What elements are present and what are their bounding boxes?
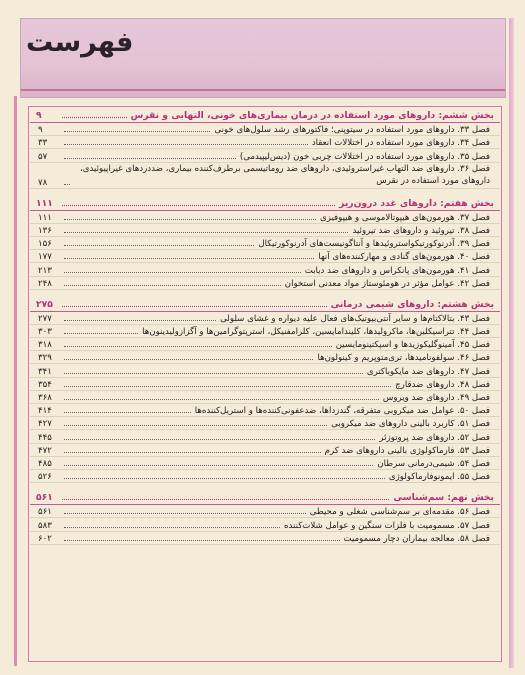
section-title: بخش نهم: سم‌شناسی bbox=[393, 492, 494, 504]
toc-entry[interactable] bbox=[30, 505, 500, 518]
chapter-title: فصل ۵۸. معالجه بیماران دچار مسمومیت bbox=[343, 533, 490, 544]
toc-entry[interactable] bbox=[30, 263, 500, 276]
chapter-title: فصل ۴۴. تتراسیکلین‌ها، ماکرولیدها، کلیندامایسین، کلرامفنیکل، استرپتوگرامین‌ها و آگزازولیدینون‌ها bbox=[142, 327, 490, 338]
chapter-page-number: ۴۸۵ bbox=[38, 458, 52, 469]
leader-dots bbox=[64, 359, 313, 360]
toc-entry[interactable] bbox=[30, 338, 500, 351]
left-decorative-rule bbox=[14, 96, 17, 666]
table-of-contents bbox=[30, 108, 500, 552]
chapter-page-number: ۳۵۴ bbox=[38, 379, 52, 390]
chapter-title: فصل ۵۱. کاربرد بالینی داروهای ضد میکروبی bbox=[331, 419, 490, 430]
chapter-title: فصل ۴۲. عوامل مؤثر در هومئوستاز مواد معدنی استخوان bbox=[284, 278, 490, 289]
leader-dots bbox=[62, 499, 389, 500]
leader-dots bbox=[64, 540, 340, 541]
leader-dots bbox=[62, 117, 127, 118]
chapter-title: فصل ۴۷. داروهای ضد مایکوباکتری bbox=[366, 366, 490, 377]
chapter-title: فصل ۴۹. داروهای ضد ویروس bbox=[382, 393, 490, 403]
page-title: فهرست bbox=[26, 27, 134, 58]
leader-dots bbox=[64, 272, 301, 273]
chapter-page-number: ۴۲۷ bbox=[38, 419, 52, 430]
leader-dots bbox=[64, 333, 138, 334]
toc-entry[interactable] bbox=[30, 325, 500, 338]
toc-entry[interactable] bbox=[30, 404, 500, 417]
toc-entry[interactable] bbox=[30, 417, 500, 430]
chapter-title: فصل ۳۳. داروهای مورد استفاده در سیتوپنی؛ فاکتورهای رشد سلول‌های خونی bbox=[214, 125, 490, 136]
chapter-page-number: ۳۰۳ bbox=[38, 327, 52, 338]
header-underline bbox=[21, 89, 505, 91]
leader-dots bbox=[64, 439, 375, 440]
chapter-page-number: ۵۸۳ bbox=[38, 520, 52, 531]
chapter-page-number: ۴۴۵ bbox=[38, 432, 52, 443]
chapter-page-number: ۱۵۶ bbox=[38, 239, 52, 250]
chapter-title: فصل ۵۳. فارماکولوژی بالینی داروهای ضد کرم bbox=[324, 445, 490, 456]
chapter-page-number: ۳۲۹ bbox=[38, 353, 52, 364]
chapter-page-number: ۳۴۱ bbox=[38, 366, 52, 377]
chapter-title: فصل ۳۴. داروهای مورد استفاده در اختلالات انعقاد bbox=[311, 138, 490, 149]
toc-entry[interactable] bbox=[30, 444, 500, 457]
section-page-number: ۱۱۱ bbox=[36, 197, 53, 209]
chapter-title: فصل ۳۹. آدرنوکورتیکواستروئیدها و آنتاگونیست‌های آدرنوکورتیکال bbox=[258, 239, 490, 250]
chapter-page-number: ۲۴۸ bbox=[38, 278, 52, 289]
leader-dots bbox=[64, 412, 191, 413]
chapter-title: فصل ۳۷. هورمون‌های هیپوتالاموسی و هیپوفیزی bbox=[319, 212, 490, 223]
toc-entry[interactable] bbox=[30, 250, 500, 263]
chapter-page-number: ۶۰۲ bbox=[38, 533, 52, 544]
leader-dots bbox=[64, 219, 316, 220]
chapter-page-number: ۱۱۱ bbox=[38, 212, 52, 223]
leader-dots bbox=[64, 158, 236, 159]
leader-dots bbox=[64, 452, 321, 453]
toc-entry[interactable] bbox=[30, 391, 500, 404]
section-heading[interactable] bbox=[30, 108, 500, 123]
section-page-number: ۲۷۵ bbox=[36, 298, 53, 310]
leader-dots bbox=[64, 320, 216, 321]
toc-entry[interactable] bbox=[30, 457, 500, 470]
chapter-page-number: ۱۷۷ bbox=[38, 252, 52, 263]
leader-dots bbox=[62, 205, 335, 206]
leader-dots bbox=[64, 513, 306, 514]
toc-entry[interactable] bbox=[30, 364, 500, 377]
section-heading[interactable] bbox=[30, 297, 500, 312]
toc-entry[interactable] bbox=[30, 136, 500, 149]
section-heading[interactable] bbox=[30, 490, 500, 505]
toc-entry[interactable] bbox=[30, 532, 500, 545]
chapter-page-number: ۲۷۷ bbox=[38, 313, 52, 324]
toc-entry[interactable] bbox=[30, 312, 500, 325]
toc-entry[interactable] bbox=[30, 430, 500, 443]
section-title: بخش هفتم: داروهای غدد درون‌ریز bbox=[339, 197, 494, 209]
section-title: بخش ششم: داروهای مورد استفاده در درمان بیماری‌های خونی، التهابی و نقرس bbox=[130, 110, 494, 121]
chapter-title: فصل ۴۸. داروهای ضدقارچ bbox=[395, 379, 490, 390]
leader-dots bbox=[64, 386, 391, 387]
chapter-title: فصل ۵۰. عوامل ضد میکروبی متفرقه، گندزداها، ضدعفونی‌کننده‌ها و استریل‌کننده‌ها bbox=[194, 406, 490, 417]
leader-dots bbox=[64, 232, 348, 233]
toc-entry[interactable] bbox=[30, 163, 500, 189]
chapter-title: فصل ۴۱. هورمون‌های پانکراس و داروهای ضد دیابت bbox=[304, 265, 490, 276]
section-title: بخش هشتم: داروهای شیمی درمانی bbox=[330, 298, 494, 310]
toc-section bbox=[30, 196, 500, 290]
leader-dots bbox=[64, 399, 379, 400]
toc-entry[interactable] bbox=[30, 123, 500, 136]
chapter-page-number: ۴۱۴ bbox=[38, 406, 52, 417]
leader-dots bbox=[64, 346, 332, 347]
leader-dots bbox=[64, 465, 373, 466]
chapter-page-number: ۲۱۳ bbox=[38, 265, 52, 276]
toc-entry[interactable] bbox=[30, 237, 500, 250]
leader-dots bbox=[64, 144, 308, 145]
chapter-title: فصل ۴۵. آمینوگلیکوزیدها و اسپکتینومایسین bbox=[335, 340, 490, 351]
toc-entry[interactable] bbox=[30, 224, 500, 237]
chapter-page-number: ۳۶۸ bbox=[38, 393, 52, 403]
toc-entry[interactable] bbox=[30, 351, 500, 364]
chapter-title: فصل ۵۲. داروهای ضد پروتوزئر bbox=[379, 432, 490, 443]
toc-entry[interactable] bbox=[30, 378, 500, 391]
toc-section bbox=[30, 297, 500, 483]
chapter-page-number: ۱۳۶ bbox=[38, 225, 52, 236]
chapter-page-number: ۹ bbox=[38, 125, 43, 136]
leader-dots bbox=[62, 306, 327, 307]
chapter-title: فصل ۳۵. داروهای مورد استفاده در اختلالات چربی خون (دیس‌لیپیدمی) bbox=[239, 151, 490, 162]
leader-dots bbox=[64, 285, 281, 286]
chapter-title: فصل ۴۶. سولفونامیدها، تری‌متوپریم و کینولون‌ها bbox=[317, 353, 490, 364]
toc-entry[interactable] bbox=[30, 211, 500, 224]
chapter-page-number: ۵۲۶ bbox=[38, 472, 52, 483]
leader-dots bbox=[64, 527, 280, 528]
leader-dots bbox=[64, 245, 254, 246]
section-page-number: ۵۶۱ bbox=[36, 492, 53, 504]
chapter-title: فصل ۵۶. مقدمه‌ای بر سم‌شناسی شغلی و محیطی bbox=[309, 507, 490, 518]
toc-entry[interactable] bbox=[30, 470, 500, 483]
chapter-title: فصل ۵۷. مسمومیت با فلزات سنگین و عوامل شلات‌کننده bbox=[284, 520, 490, 531]
chapter-page-number: ۷۸ bbox=[38, 177, 48, 188]
toc-entry[interactable] bbox=[30, 149, 500, 162]
chapter-page-number: ۵۷ bbox=[38, 151, 48, 162]
chapter-title: فصل ۵۵. ایمونوفارماکولوژی bbox=[388, 472, 490, 483]
chapter-title: فصل ۵۴. شیمی‌درمانی سرطان bbox=[377, 458, 490, 469]
leader-dots bbox=[64, 131, 210, 132]
chapter-title: فصل ۴۳. بتالاکتام‌ها و سایر آنتی‌بیوتیک‌های فعال علیه دیواره و غشای سلولی bbox=[220, 313, 490, 324]
chapter-page-number: ۵۶۱ bbox=[38, 507, 52, 518]
chapter-title: فصل ۴۰. هورمون‌های گنادی و مهارکننده‌های آنها bbox=[318, 252, 490, 263]
chapter-page-number: ۳۱۸ bbox=[38, 340, 52, 351]
chapter-title: فصل ۳۸. تیروئید و داروهای ضد تیروئید bbox=[352, 225, 490, 236]
section-page-number: ۹ bbox=[36, 110, 42, 121]
chapter-page-number: ۴۷۲ bbox=[38, 445, 52, 456]
leader-dots bbox=[64, 258, 314, 259]
toc-section bbox=[30, 108, 500, 189]
section-heading[interactable] bbox=[30, 196, 500, 211]
toc-entry[interactable] bbox=[30, 277, 500, 290]
toc-entry[interactable] bbox=[30, 518, 500, 531]
leader-dots bbox=[64, 373, 363, 374]
toc-section bbox=[30, 490, 500, 545]
chapter-title: فصل ۳۶. داروهای ضد التهاب غیراستروئیدی، داروهای ضد روماتیسمی برطرف‌کننده بیماری، ضددردهای غیراپیوئیدی، داروهای مورد استفاده در نقرس bbox=[80, 163, 490, 186]
leader-dots bbox=[64, 184, 70, 185]
chapter-page-number: ۳۳ bbox=[38, 138, 48, 149]
leader-dots bbox=[64, 425, 327, 426]
right-decorative-rule bbox=[509, 18, 514, 668]
leader-dots bbox=[64, 478, 385, 479]
